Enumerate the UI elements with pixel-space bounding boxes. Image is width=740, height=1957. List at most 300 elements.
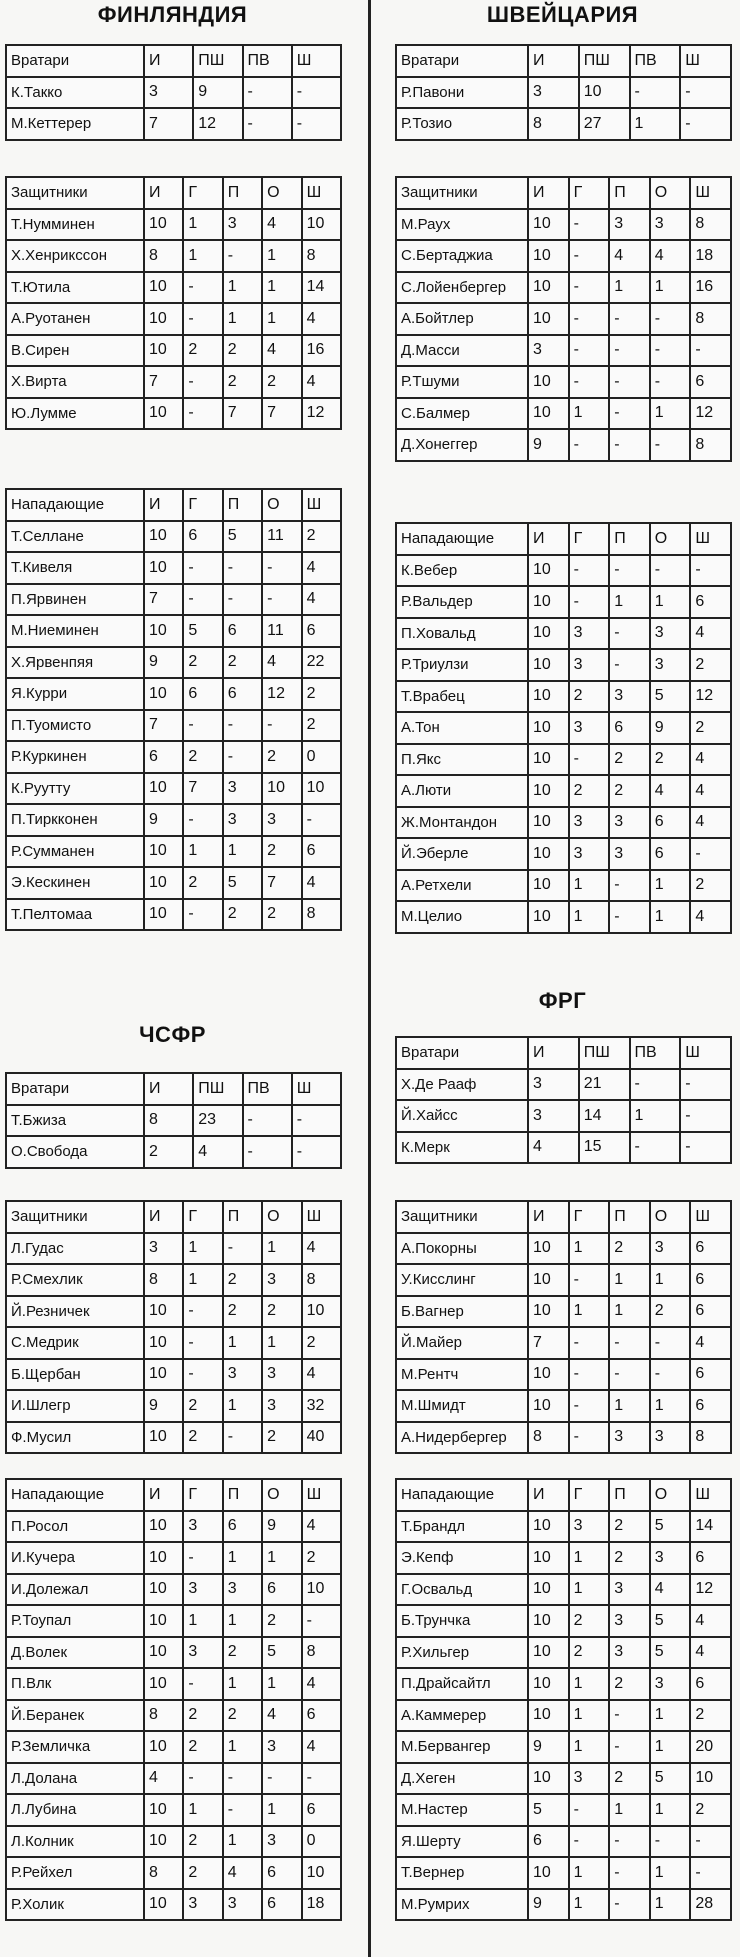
- header-row: [396, 1479, 731, 1511]
- player-name: О.Свобода: [6, 1136, 144, 1168]
- header-row: [6, 177, 341, 209]
- stat-cell: -: [569, 586, 610, 618]
- stat-cell: 10: [144, 615, 183, 647]
- team-title: ФРГ: [538, 988, 587, 1013]
- stat-cell: 10: [144, 303, 183, 335]
- stat-cell: 10: [302, 1857, 341, 1889]
- player-name: Л.Гудас: [6, 1233, 144, 1265]
- stat-cell: 1: [183, 240, 222, 272]
- stat-cell: 5: [650, 1637, 691, 1669]
- stat-cell: 3: [183, 1637, 222, 1669]
- stat-cell: -: [609, 366, 650, 398]
- stat-cell: 8: [528, 1422, 569, 1454]
- player-row: [396, 1857, 731, 1889]
- column-header: Вратари: [396, 45, 528, 77]
- stat-cell: 0: [302, 1826, 341, 1858]
- player-name: П.Влк: [6, 1668, 144, 1700]
- stat-cell: 3: [609, 1422, 650, 1454]
- stat-cell: 2: [183, 1826, 222, 1858]
- stat-cell: 4: [302, 867, 341, 899]
- stat-cell: 3: [609, 209, 650, 241]
- column-header: И: [144, 177, 183, 209]
- player-name: П.Росол: [6, 1511, 144, 1543]
- stat-cell: 2: [183, 1422, 222, 1454]
- player-row: [396, 1574, 731, 1606]
- stat-cell: 4: [144, 1763, 183, 1795]
- player-name: А.Каммерер: [396, 1700, 528, 1732]
- player-name: Л.Лубина: [6, 1794, 144, 1826]
- player-name: М.Рентч: [396, 1359, 528, 1391]
- player-name: М.Румрих: [396, 1889, 528, 1921]
- player-row: [396, 807, 731, 839]
- stat-cell: 12: [193, 108, 242, 140]
- stat-cell: 3: [569, 712, 610, 744]
- header-row: [6, 1479, 341, 1511]
- stat-cell: -: [183, 584, 222, 616]
- player-name: Т.Врабец: [396, 681, 528, 713]
- stat-cell: 1: [609, 586, 650, 618]
- stat-cell: 9: [144, 804, 183, 836]
- player-name: И.Кучера: [6, 1542, 144, 1574]
- stat-cell: 22: [302, 647, 341, 679]
- stat-cell: 6: [528, 1826, 569, 1858]
- stat-cell: -: [609, 303, 650, 335]
- stat-cell: 10: [144, 836, 183, 868]
- player-row: [6, 867, 341, 899]
- column-header: И: [528, 1201, 569, 1233]
- stat-cell: 10: [144, 398, 183, 430]
- stat-cell: 3: [183, 1574, 222, 1606]
- column-header: Ш: [680, 45, 731, 77]
- stat-cell: 10: [528, 303, 569, 335]
- player-name: А.Покорны: [396, 1233, 528, 1265]
- stat-cell: 7: [144, 710, 183, 742]
- header-row: [6, 1073, 341, 1105]
- goalies-table: [5, 1072, 342, 1169]
- stat-cell: 4: [302, 1359, 341, 1391]
- stat-cell: 10: [528, 807, 569, 839]
- player-name: У.Кисслинг: [396, 1264, 528, 1296]
- stat-cell: 1: [223, 272, 262, 304]
- stat-cell: 3: [262, 1264, 301, 1296]
- stat-cell: 1: [569, 901, 610, 933]
- column-header: ПВ: [243, 1073, 292, 1105]
- stat-cell: 10: [528, 240, 569, 272]
- stat-cell: 1: [569, 1889, 610, 1921]
- defenders-table: [395, 176, 732, 462]
- stat-cell: 2: [262, 741, 301, 773]
- stat-cell: 8: [302, 1637, 341, 1669]
- stat-cell: 2: [223, 1700, 262, 1732]
- stat-cell: 10: [528, 209, 569, 241]
- stat-cell: -: [243, 108, 292, 140]
- stat-cell: 3: [650, 1668, 691, 1700]
- stat-cell: 2: [569, 1605, 610, 1637]
- stat-cell: 6: [302, 836, 341, 868]
- player-row: [6, 398, 341, 430]
- stat-cell: 3: [569, 1511, 610, 1543]
- stat-cell: 2: [183, 741, 222, 773]
- stat-cell: -: [650, 303, 691, 335]
- player-name: Р.Павони: [396, 77, 528, 109]
- stat-cell: 7: [144, 366, 183, 398]
- stat-cell: 6: [223, 678, 262, 710]
- stat-cell: 2: [302, 1327, 341, 1359]
- stat-cell: 10: [144, 1668, 183, 1700]
- stat-cell: 2: [223, 335, 262, 367]
- player-row: [6, 272, 341, 304]
- stat-cell: 3: [569, 618, 610, 650]
- stat-cell: 1: [262, 1233, 301, 1265]
- stat-cell: 1: [223, 1542, 262, 1574]
- player-row: [396, 1605, 731, 1637]
- stat-cell: 5: [183, 615, 222, 647]
- player-name: Э.Кепф: [396, 1542, 528, 1574]
- stat-cell: 10: [528, 712, 569, 744]
- player-row: [6, 1390, 341, 1422]
- header-row: [396, 177, 731, 209]
- player-name: Г.Освальд: [396, 1574, 528, 1606]
- player-row: [6, 303, 341, 335]
- player-row: [6, 552, 341, 584]
- column-header: И: [144, 45, 193, 77]
- stat-cell: 18: [690, 240, 731, 272]
- stat-cell: 12: [302, 398, 341, 430]
- player-name: Й.Хайсс: [396, 1100, 528, 1132]
- stat-cell: 9: [528, 1731, 569, 1763]
- stat-cell: 8: [302, 240, 341, 272]
- stat-cell: 15: [579, 1132, 630, 1164]
- stat-cell: 2: [302, 521, 341, 553]
- column-header: ПШ: [579, 1037, 630, 1069]
- stat-cell: -: [223, 552, 262, 584]
- stat-cell: -: [569, 272, 610, 304]
- stat-cell: 1: [262, 272, 301, 304]
- stat-cell: 1: [223, 1668, 262, 1700]
- stat-cell: -: [183, 303, 222, 335]
- stat-cell: 2: [609, 1668, 650, 1700]
- stat-cell: 10: [528, 838, 569, 870]
- stat-cell: 3: [144, 77, 193, 109]
- stat-cell: 2: [183, 1700, 222, 1732]
- stat-cell: 5: [223, 867, 262, 899]
- stat-cell: 2: [650, 744, 691, 776]
- player-row: [6, 1574, 341, 1606]
- forwards-table: [395, 1478, 732, 1921]
- player-row: [6, 741, 341, 773]
- column-header: Г: [183, 489, 222, 521]
- player-row: [6, 804, 341, 836]
- header-row: [6, 45, 341, 77]
- stat-cell: 2: [262, 1296, 301, 1328]
- stat-cell: 3: [223, 1359, 262, 1391]
- stat-cell: 10: [262, 773, 301, 805]
- player-name: Р.Сумманен: [6, 836, 144, 868]
- column-header: Нападающие: [396, 1479, 528, 1511]
- stat-cell: 4: [262, 335, 301, 367]
- stat-cell: 3: [262, 1826, 301, 1858]
- stat-cell: 2: [609, 1511, 650, 1543]
- stat-cell: 6: [262, 1857, 301, 1889]
- stat-cell: 10: [528, 1668, 569, 1700]
- stat-cell: 6: [302, 1700, 341, 1732]
- stat-cell: 6: [650, 838, 691, 870]
- column-header: ПВ: [630, 45, 681, 77]
- column-header: Ш: [302, 1201, 341, 1233]
- stat-cell: 2: [183, 335, 222, 367]
- stat-cell: -: [183, 899, 222, 931]
- stat-cell: 1: [650, 1794, 691, 1826]
- stat-cell: -: [223, 1763, 262, 1795]
- player-name: Т.Вернер: [396, 1857, 528, 1889]
- stat-cell: 10: [690, 1763, 731, 1795]
- player-name: П.Ярвинен: [6, 584, 144, 616]
- stat-cell: 4: [193, 1136, 242, 1168]
- column-header: Вратари: [396, 1037, 528, 1069]
- column-header: О: [262, 1201, 301, 1233]
- player-name: Т.Пелтомаа: [6, 899, 144, 931]
- player-name: П.Драйсайтл: [396, 1668, 528, 1700]
- player-row: [396, 1296, 731, 1328]
- stat-cell: 1: [569, 870, 610, 902]
- stat-cell: -: [223, 240, 262, 272]
- stat-cell: 3: [569, 838, 610, 870]
- stat-cell: 11: [262, 521, 301, 553]
- stat-cell: 10: [528, 775, 569, 807]
- player-name: А.Люти: [396, 775, 528, 807]
- stat-cell: 4: [302, 366, 341, 398]
- stat-cell: -: [609, 1327, 650, 1359]
- stat-cell: -: [183, 1327, 222, 1359]
- stat-cell: 2: [183, 1390, 222, 1422]
- stat-cell: 2: [609, 1763, 650, 1795]
- stat-cell: -: [292, 77, 341, 109]
- player-row: [6, 899, 341, 931]
- stat-cell: 1: [650, 1731, 691, 1763]
- stat-cell: 1: [569, 1574, 610, 1606]
- column-header: И: [528, 45, 579, 77]
- column-header: Ш: [690, 523, 731, 555]
- stat-cell: 0: [302, 741, 341, 773]
- player-row: [396, 681, 731, 713]
- stat-cell: -: [292, 1105, 341, 1137]
- column-header: И: [144, 1073, 193, 1105]
- stat-cell: 4: [302, 1233, 341, 1265]
- player-name: Д.Масси: [396, 335, 528, 367]
- stat-cell: 6: [183, 521, 222, 553]
- defenders-table: [5, 176, 342, 430]
- stat-cell: -: [569, 744, 610, 776]
- player-row: [396, 1264, 731, 1296]
- stat-cell: 7: [528, 1327, 569, 1359]
- stat-cell: 3: [223, 773, 262, 805]
- stat-cell: -: [569, 303, 610, 335]
- stat-cell: -: [680, 1069, 731, 1101]
- stat-cell: -: [690, 1857, 731, 1889]
- stat-cell: 4: [690, 1605, 731, 1637]
- stat-cell: -: [569, 429, 610, 461]
- stat-cell: -: [183, 1763, 222, 1795]
- stat-cell: 2: [183, 1731, 222, 1763]
- stat-cell: 10: [528, 1574, 569, 1606]
- stat-cell: 10: [528, 1264, 569, 1296]
- stat-cell: -: [302, 1605, 341, 1637]
- column-header: П: [609, 1479, 650, 1511]
- stat-cell: 32: [302, 1390, 341, 1422]
- stat-cell: 8: [144, 1700, 183, 1732]
- stat-cell: -: [569, 240, 610, 272]
- player-row: [396, 429, 731, 461]
- player-row: [6, 836, 341, 868]
- stat-cell: 3: [223, 209, 262, 241]
- stat-cell: 10: [144, 1731, 183, 1763]
- player-row: [396, 209, 731, 241]
- player-row: [396, 1511, 731, 1543]
- stat-cell: 1: [630, 1100, 681, 1132]
- player-row: [396, 303, 731, 335]
- stat-cell: 3: [609, 1574, 650, 1606]
- forwards-table: [5, 1478, 342, 1921]
- stat-cell: 10: [528, 398, 569, 430]
- stat-cell: 10: [144, 335, 183, 367]
- stat-cell: 5: [650, 1763, 691, 1795]
- column-header: Защитники: [396, 177, 528, 209]
- stat-cell: -: [690, 838, 731, 870]
- stat-cell: -: [690, 1826, 731, 1858]
- stat-cell: 1: [183, 209, 222, 241]
- stat-cell: 7: [262, 867, 301, 899]
- player-name: К.Вебер: [396, 555, 528, 587]
- stat-cell: 10: [528, 681, 569, 713]
- player-name: А.Бойтлер: [396, 303, 528, 335]
- stat-cell: 12: [690, 1574, 731, 1606]
- header-row: [396, 523, 731, 555]
- player-row: [6, 1794, 341, 1826]
- stat-cell: 9: [262, 1511, 301, 1543]
- stat-cell: 2: [609, 775, 650, 807]
- player-name: К.Мерк: [396, 1132, 528, 1164]
- column-header: Ш: [302, 177, 341, 209]
- player-row: [6, 366, 341, 398]
- stat-cell: 1: [569, 1857, 610, 1889]
- stat-cell: -: [569, 1826, 610, 1858]
- stat-cell: 3: [223, 1889, 262, 1921]
- stat-cell: 4: [690, 901, 731, 933]
- player-name: Л.Долана: [6, 1763, 144, 1795]
- defenders-table: [395, 1200, 732, 1454]
- stat-cell: 3: [609, 681, 650, 713]
- player-row: [6, 1511, 341, 1543]
- team-title: ШВЕЙЦАРИЯ: [486, 2, 639, 27]
- stat-cell: 2: [262, 1605, 301, 1637]
- player-name: Д.Хонеггер: [396, 429, 528, 461]
- stat-cell: 1: [609, 1264, 650, 1296]
- stat-cell: 4: [302, 1731, 341, 1763]
- column-header: О: [650, 1201, 691, 1233]
- stat-cell: 5: [650, 681, 691, 713]
- stat-cell: -: [609, 1700, 650, 1732]
- stat-cell: -: [183, 366, 222, 398]
- player-row: [396, 1233, 731, 1265]
- stat-cell: -: [569, 1327, 610, 1359]
- player-row: [6, 1889, 341, 1921]
- player-row: [396, 1731, 731, 1763]
- stat-cell: 10: [528, 618, 569, 650]
- stat-cell: 2: [223, 1296, 262, 1328]
- player-row: [6, 1731, 341, 1763]
- player-row: [6, 1233, 341, 1265]
- stat-cell: 4: [609, 240, 650, 272]
- stat-cell: 5: [650, 1511, 691, 1543]
- stat-cell: 2: [569, 775, 610, 807]
- player-name: Ю.Лумме: [6, 398, 144, 430]
- stat-cell: 1: [609, 1794, 650, 1826]
- stat-cell: 21: [579, 1069, 630, 1101]
- stat-cell: -: [292, 108, 341, 140]
- stat-cell: 8: [690, 209, 731, 241]
- stat-cell: 4: [302, 303, 341, 335]
- player-row: [6, 521, 341, 553]
- stat-cell: 2: [690, 712, 731, 744]
- player-name: Т.Нумминен: [6, 209, 144, 241]
- player-name: Л.Колник: [6, 1826, 144, 1858]
- stat-cell: -: [680, 1132, 731, 1164]
- column-header: ПШ: [193, 1073, 242, 1105]
- player-row: [396, 1542, 731, 1574]
- stat-cell: 8: [302, 1264, 341, 1296]
- stat-cell: 6: [690, 1390, 731, 1422]
- stat-cell: -: [609, 870, 650, 902]
- forwards-table: [395, 522, 732, 934]
- player-row: [6, 1763, 341, 1795]
- player-name: П.Якс: [396, 744, 528, 776]
- stat-cell: -: [680, 108, 731, 140]
- stat-cell: 10: [528, 1605, 569, 1637]
- stat-cell: 10: [144, 1422, 183, 1454]
- player-row: [6, 1136, 341, 1168]
- stat-cell: 6: [183, 678, 222, 710]
- column-header: Ш: [302, 489, 341, 521]
- player-name: М.Бервангер: [396, 1731, 528, 1763]
- player-name: П.Ховальд: [396, 618, 528, 650]
- column-header: П: [609, 1201, 650, 1233]
- column-header: ПШ: [579, 45, 630, 77]
- stat-cell: 3: [144, 1233, 183, 1265]
- player-row: [396, 838, 731, 870]
- stat-cell: 10: [144, 209, 183, 241]
- stat-cell: -: [650, 1327, 691, 1359]
- stat-cell: 10: [144, 1605, 183, 1637]
- stat-cell: -: [609, 901, 650, 933]
- column-header: Г: [569, 1479, 610, 1511]
- stat-cell: -: [650, 555, 691, 587]
- stat-cell: -: [650, 1359, 691, 1391]
- player-name: Х.Вирта: [6, 366, 144, 398]
- player-name: Б.Вагнер: [396, 1296, 528, 1328]
- player-row: [396, 366, 731, 398]
- stat-cell: 1: [609, 1390, 650, 1422]
- stat-cell: 3: [528, 335, 569, 367]
- column-header: И: [528, 1479, 569, 1511]
- player-name: Р.Земличка: [6, 1731, 144, 1763]
- player-row: [6, 240, 341, 272]
- stat-cell: 1: [262, 303, 301, 335]
- stat-cell: 1: [262, 1327, 301, 1359]
- header-row: [396, 45, 731, 77]
- player-name: Р.Тоупал: [6, 1605, 144, 1637]
- stat-cell: 14: [579, 1100, 630, 1132]
- stat-cell: 3: [528, 77, 579, 109]
